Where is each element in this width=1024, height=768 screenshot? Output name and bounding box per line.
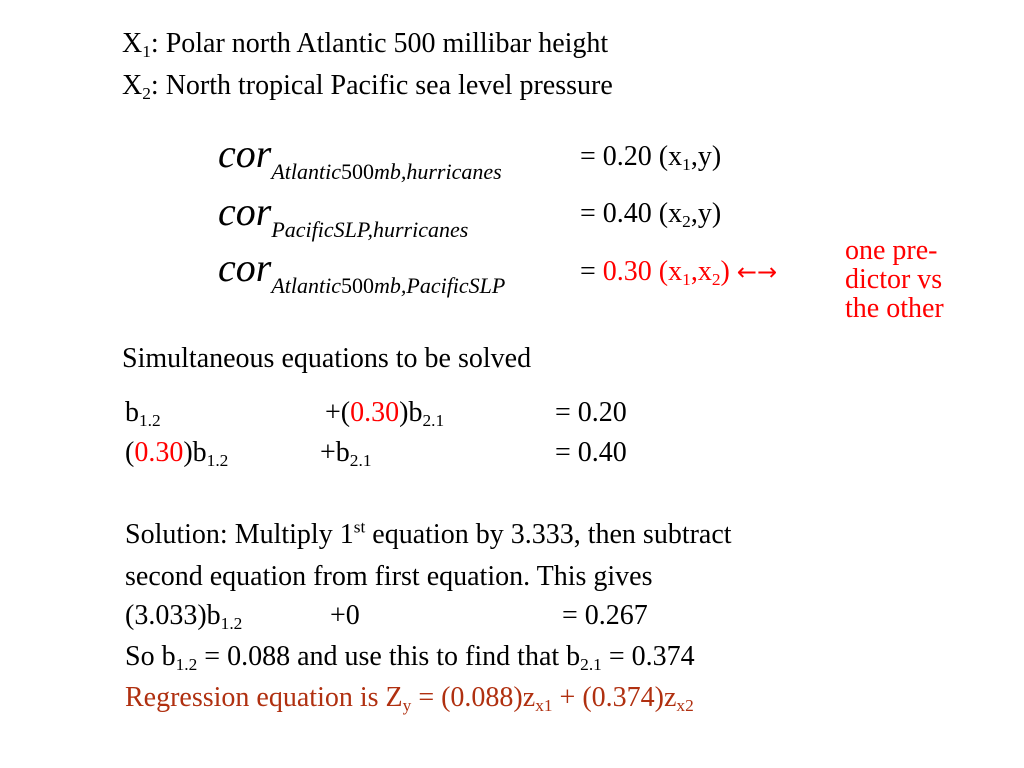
annotation-line: the other xyxy=(845,293,944,324)
solution-line-4: So $b_{1.2} = 0.088$ and use this to find that $b_{2.1} = 0.374$ xyxy=(125,641,695,674)
equation-2-rhs: = 0.40 xyxy=(555,437,627,468)
annotation-line: dictor vs xyxy=(845,264,943,295)
correlation-atlantic-pacific: corAtlantic500mb,PacificSLP xyxy=(218,245,506,298)
section-title: Simultaneous equations to be solved xyxy=(122,343,532,374)
definition-x1: $X_1$: Polar north Atlantic 500 millibar height xyxy=(122,28,609,61)
double-arrow-icon: ←→ xyxy=(736,258,778,286)
correlation-value-3: = 0.30 $(x_1,x_2)$ ←→ xyxy=(580,256,778,289)
solution-line-3-term: +0 xyxy=(330,600,360,631)
equation-2-lhs: $(0.30)b_{1.2}$ xyxy=(125,437,229,470)
correlation-pacific-hurricanes: corPacificSLP,hurricanes xyxy=(218,189,469,242)
correlation-atlantic-hurricanes: corAtlantic500mb,hurricanes xyxy=(218,131,502,184)
correlation-value-1: = 0.20 $(x_1,y)$ xyxy=(580,141,722,174)
equation-1-lhs: $b_{1.2}$ xyxy=(125,397,161,430)
equation-1-term2: $+(0.30)b_{2.1}$ xyxy=(325,397,445,430)
equation-1-rhs: = 0.20 xyxy=(555,397,627,428)
annotation xyxy=(845,236,944,323)
annotation-line: one pre- xyxy=(845,235,938,266)
correlation-value-2: = 0.40 $(x_2,y)$ xyxy=(580,198,722,231)
definition-x2: $X_2$: North tropical Pacific sea level pressure xyxy=(122,70,613,103)
solution-line-3-lhs: $(3.033)b_{1.2}$ xyxy=(125,600,243,633)
regression-equation: Regression equation is $Z_y = (0.088)z_{x1} + (0.374)z_{x2}$ xyxy=(125,682,694,715)
equation-2-term2: $+b_{2.1}$ xyxy=(320,437,372,470)
solution-line-3-rhs: = 0.267 xyxy=(562,600,648,631)
solution-line-2: second equation from first equation. This gives xyxy=(125,561,653,592)
solution-line-1: Solution: Multiply 1st equation by 3.333, then subtract xyxy=(125,517,732,550)
